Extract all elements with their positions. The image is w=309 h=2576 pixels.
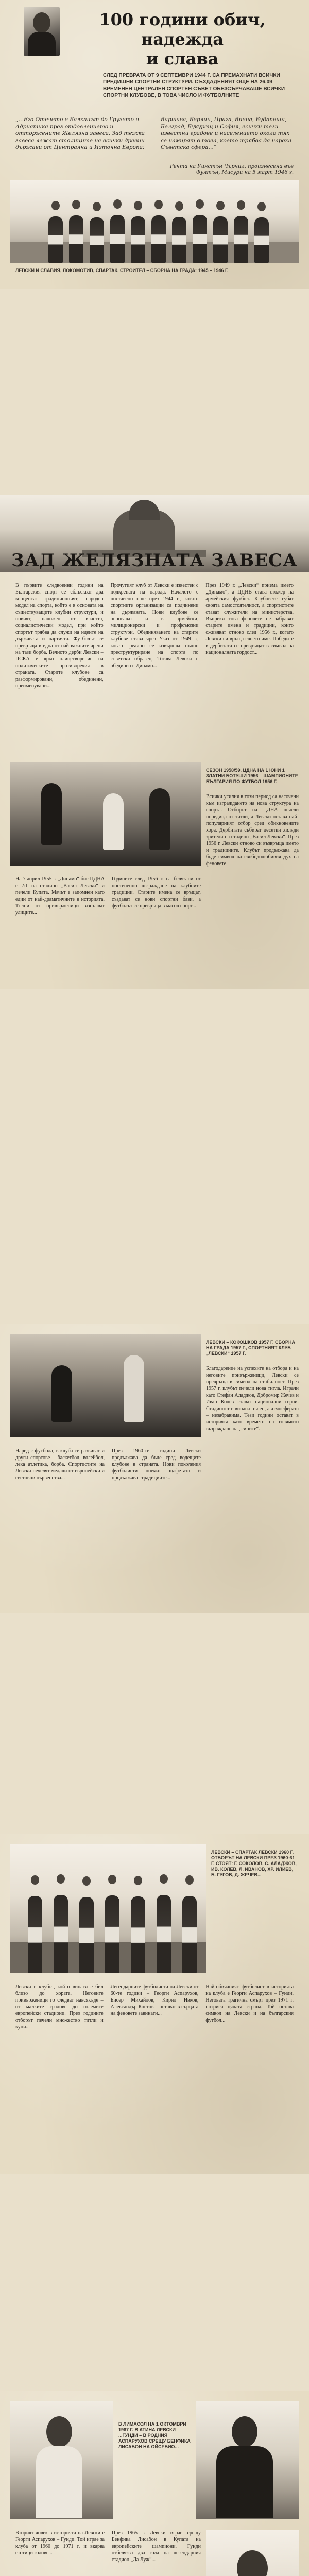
churchill-quote: „…Его Отечeто е Балканът до Грузето и Адриатика през отдовлението и отторжените Желязна завеса. Зад тежка завеса лежат столиците на всички древни държави от Централна и Източна Европа: Варшава, Берлин, Прага, Виена, Будапеща, Белград, Букурещ и София, всички тези известни градове и населението около тях се намират в това, което трябва да нарека Съветска сфера…“ [15,116,292,150]
section4-photo-caption: ЛЕВСКИ – КОКОШКОВ 1957 Г. СБОРНА НА ГРАДА 1957 Г., СПОРТНИЯТ КЛУБ „ЛЕВСКИ“ 1957 Г. [206,1340,295,1356]
intro-text: СЛЕД ПРЕВРАТА ОТ 9 СЕПТЕМВРИ 1944 Г. СА ПРЕМАХНАТИ ВСИЧКИ ПРЕДИШНИ СПОРТНИ СТРУКТУРИ. СЪЗДАДЕНИЯТ ОЩЕ НА 26.09 ВРЕМЕНЕН ЦЕНТРАЛЕН СПОРТЕН СЪВЕТ ОБЕЗСЪРЧАВАШЕ ВСИЧКИ СПОРТНИ КЛУБОВЕ, В ТОВА ЧИСЛО И ФУТБОЛНИТЕ [103,73,285,98]
section-gundi [0,2391,309,2576]
team-photo-caption: ЛЕВСКИ И СЛАВИЯ, ЛОКОМОТИВ, СПАРТАК, СТРОИТЕЛ – СБОРНА НА ГРАДА: 1945 – 1946 Г. [15,268,229,273]
section3-columns [15,876,201,916]
column-3: През 1949 г. „Левски“ приема името „Динамо“, а ЦДНВ става стожер на армейския футбол. Клубовете губят своята самостоятелност, а спортистите стават служители на министерства. Въпреки това феновете не забравят старите имена и традиции, които оживяват отново след 1956 г., когато Левски си връща своето име. Победите в дербитата се превръщат в символ на националната гордост... [205,583,294,655]
page-title-line3: и слава [146,49,219,69]
player-photo-left [10,2401,113,2519]
match-photo-1 [10,762,201,866]
team-photo-1945 [10,180,299,263]
page-title-line2: надежда [141,29,224,49]
match-photo-caption: СЕЗОН 1958/59. ЦДНА НА 1 ЮНИ 1 ЗЛАТНИ БОТУШИ 1956 – ШАМПИОНИТЕ БЪЛГАРИЯ ПО ФУТБОЛ 1956 Г. [206,768,298,784]
section3-side-text: Всички усилия в този период са насочени към изграждането на нова структура на спорта. Отборът на ЦДНА печели поредица от титли, а Левски остава най-популярният отбор сред обикновените хора. Дербитата събират десетки хиляди зрители на стадион „Васил Левски“. През 1956 г. Левски отново си възвръща името и традициите. Клубът продължава да бъде символ на свободолюбивия дух на феновете. [206,794,299,867]
section5-photo-caption: ЛЕВСКИ – СПАРТАК ЛЕВСКИ 1960 Г. ОТБОРЪТ НА ЛЕВСКИ ПРЕЗ 1960-61 Г. СТОЯТ: Г. СОКОЛОВ, С. АЛАДЖОВ, ИВ. КОЛЕВ, Л. ИВАНОВ, ХР. ИЛИЕВ, Б. ГУГОВ, Д. ЖЕЧЕВ... [211,1850,297,1877]
section-1960 [0,1834,309,2174]
match-photo-2 [10,1334,201,1437]
section4-columns [15,1448,201,1481]
action-photo [206,2530,299,2576]
iron-curtain-title: ЗАД ЖЕЛЯЗНАТА ЗАВЕСА [11,550,298,571]
section6-photo-caption: В ЛИМАСОЛ НА 1 ОКТОМВРИ 1967 Г. В АТИНА ЛЕВСКИ ...ГУНДИ – В РОДНИЯ АСПАРУХОВ СРЕЩУ БЕНФИКА ЛИСАБОН НА ОЙСЕБИО... [118,2421,191,2449]
column-2: Прочутият клуб от Левски е известен с подкрепата на народа. Началото е поставено още през 1944 г., когато спортните организации са подчинени на държавата. Нови клубове се основават и в армейски, милиционерски и профсъюзни структури. Обединяването на старите клубове става чрез Указ от 1949 г., когато реално се извършва пълно преструктуриране на спорта по съветски образец. Тогава Левски е обединен с Динамо... [110,583,199,669]
s5-column-2: Легендарните футболисти на Левски от 60-те години – Георги Аспарухов, Бисер Михайлов, Кирил Ивков, Александър Костов – остават в сърцата на феновете завинаги... [110,1984,199,2016]
s6-column-1: Вторият човек в историята на Левски е Георги Аспарухов – Гунди. Той играе за клуба от 1960 до 1971 г. и вкарва стотици голове... [15,2530,105,2556]
s4-column-2: През 1960-те години Левски продължава да бъде сред водещите клубове в страната. Нови поколения футболисти поемат щафетата и продължават традициите... [112,1448,201,1481]
s5-column-1: Левски е клубът, който винаги е бил близо до хората. Неговите привърженици го следват навсякъде – от малките градове до големите европейски стадиони. През годините отборът печели множество титли и купи... [15,1984,104,2030]
section6-columns [15,2530,201,2563]
section5-columns [15,1984,294,2030]
s5-column-3: Най-обичаният футболист в историята на клуба е Георги Аспарухов – Гунди. Неговата трагична смърт през 1971 г. потриса цялата страна. Той остава символ на Левски и на българския футбол... [205,1984,294,2023]
section-1957 [0,1324,309,1613]
page-title-line1: 100 години обич, [99,10,266,29]
quote-author: Речта на Уинстън Чърчил, произнесена във Фултън, Мисури на 5 март 1946 г. [170,164,294,175]
s4-column-1: Наред с футбола, в клуба се развиват и други спортове – баскетбол, волейбол, лека атлетика, борба. Спортистите на Левски печелят медали от европейски и световни първенства... [15,1448,105,1481]
s6-column-2: През 1965 г. Левски играе срещу Бенфика Лисабон в Купата на европейските шампиони. Гунди отбелязва два гола на легендарния стадион „Да Луж“... [112,2530,201,2563]
section4-side-text: Благодарение на успехите на отбора и на неговите привърженици, Левски се превръща в символ на стабилност. През 1957 г. клубът печели нова титла. Играчи като Стефан Аладжов, Добромир Жечев и Иван Колев стават национални герои. Стадионът е винаги пълен, а атмосферата – незабравима. Тези години остават в историята като времето на голямото възраждане на „сините“. [206,1366,299,1432]
player-photo-right [196,2401,299,2519]
iron-curtain-columns [15,582,294,689]
team-photo-1960 [10,1844,206,1973]
iron-curtain-section [0,495,309,989]
header-section [0,0,309,289]
s3-column-2: Годините след 1956 г. са белязани от постепенно възраждане на клубните традиции. Старите имена се връщат, създават се нови спортни бази, а футболът се превръща в масов спорт... [112,876,201,909]
s3-column-1: На 7 април 1955 г. „Динамо“ бие ЦДНА с 2:1 на стадион „Васил Левски“ и печели Купата. Мачът е запомнен като един от най-драматичните в историята. Тълпи от привърженици изпълват улиците... [15,876,105,916]
portrait-photo [24,7,60,56]
column-1: В първите следвоенни години на Българския спорт се сблъскват два концепта: традиционният, народен модел на спорта, който е в основата на съществуващите клубни структури, и новият, наложен от властта, социалистически модел, при който спортът трябва да служи на идеите на държавата и партията. Футболът се превръща в една от най-важните арени на тази борба. Вечното дерби Левски – ЦСКА е ярко олицетворение на политическите противоречия в страната. Старите клубове са разформировани, обединени, преименувани... [15,583,104,689]
